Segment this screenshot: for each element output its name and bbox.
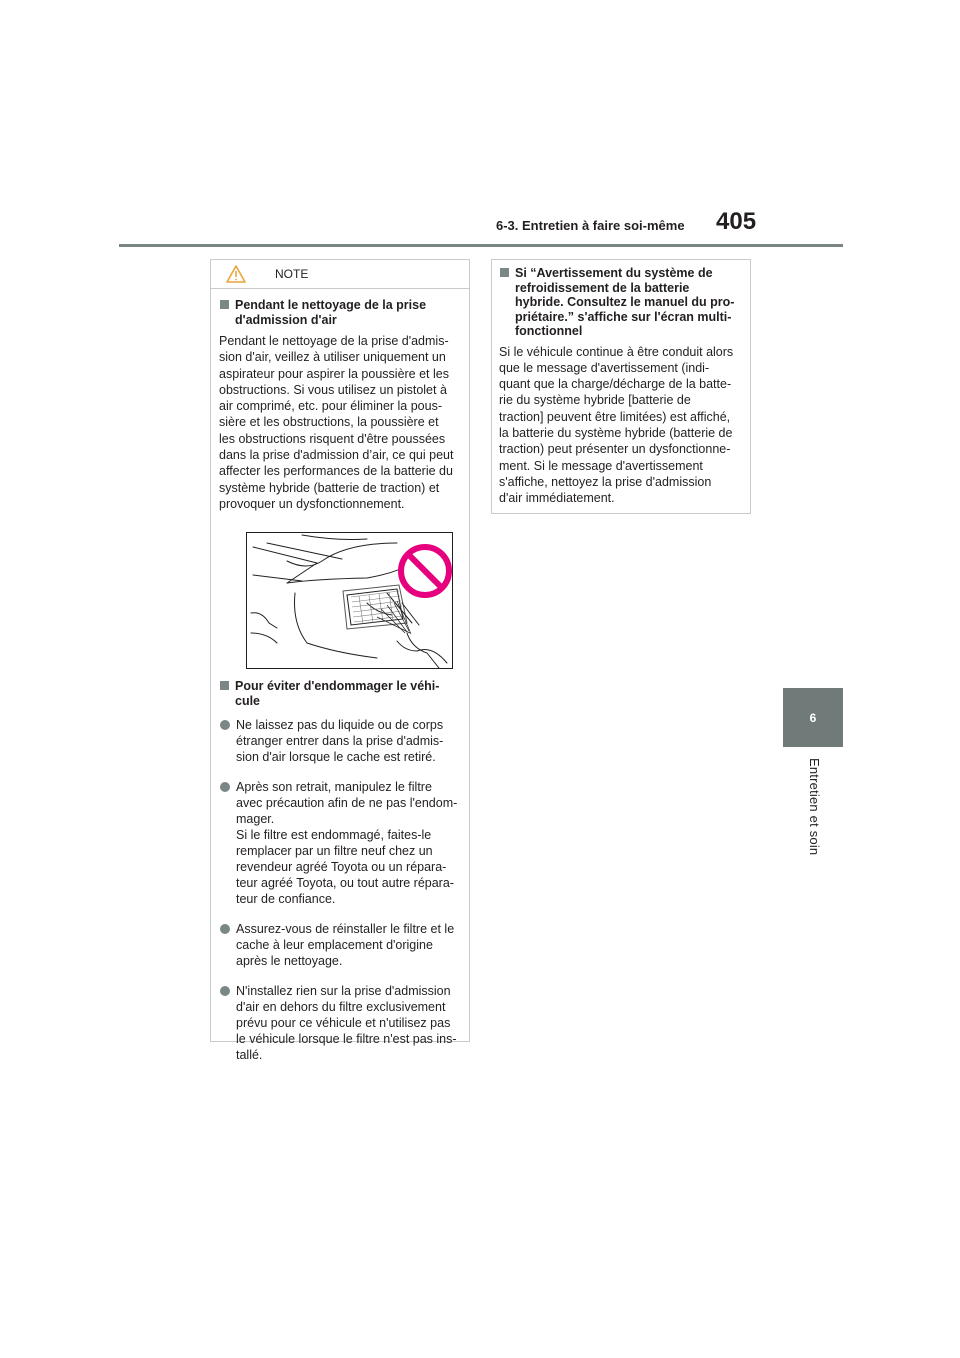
section-heading — [499, 266, 740, 339]
chapter-label: Entretien et soin — [807, 758, 822, 856]
section-title-text: Pour éviter d'endommager le véhi- cule — [235, 679, 440, 708]
round-bullet-icon — [220, 924, 230, 934]
paragraph: Pendant le nettoyage de la prise d'admis- sion d'air, veillez à utiliser uniquement un aspirateur pour aspirer la poussière et les obstructions. Si vous utilisez un pistolet à air comprimé, etc. pour éliminer la pous- sière et les obstructions, la poussière et les obstructions risquent d'être poussées dans la prise d'admission d’air, ce qui peut affecter les performances de la batterie du système hybride (batterie de traction) et provoquer un dysfonctionnement. — [219, 334, 454, 511]
warning-triangle-icon — [226, 265, 246, 283]
round-bullet-icon — [220, 720, 230, 730]
section-title-text: Si “Avertissement du système de refroidissement de la batterie hybride. Consultez le manuel du pro- priétaire.” s'affiche sur l'écran multi- fonctionnel — [515, 266, 735, 338]
section-heading — [219, 679, 461, 708]
warning-message-box — [491, 259, 751, 514]
note-header — [211, 260, 469, 289]
note-label: NOTE — [275, 267, 309, 281]
list-item: N'installez rien sur la prise d'admission d'air en dehors du filtre exclusivement prévu pour ce véhicule et n'utilisez pas le véhicule lorsque le filtre n'est pas ins- tallé. — [219, 983, 461, 1063]
illustration-air-intake — [246, 532, 453, 669]
list-item: Assurez-vous de réinstaller le filtre et le cache à leur emplacement d'origine après le nettoyage. — [219, 921, 461, 969]
round-bullet-icon — [220, 782, 230, 792]
list-item: Après son retrait, manipulez le filtre avec précaution afin de ne pas l'endom- mager. Si le filtre est endommagé, faites-le remplacer par un filtre neuf chez un revendeur agréé Toyota ou un répara- teur agréé Toyota, ou tout autre répara- teur de confiance. — [219, 779, 461, 907]
square-bullet-icon — [220, 681, 229, 690]
list-item: Ne laissez pas du liquide ou de corps étranger entrer dans la prise d'admis- sion d'air lorsque le cache est retiré. — [219, 717, 461, 765]
chapter-number: 6 — [809, 710, 817, 725]
square-bullet-icon — [220, 300, 229, 309]
section-heading — [219, 298, 461, 327]
section-title-text: Pendant le nettoyage de la prise d'admission d'air — [235, 298, 427, 327]
note-box — [210, 259, 470, 1063]
section-title: 6-3. Entretien à faire soi-même — [496, 218, 685, 233]
chapter-tab[interactable] — [783, 688, 843, 747]
paragraph: Si le véhicule continue à être conduit alors que le message d'avertissement (indi- quant que la charge/décharge de la batte- rie du système hybride [batterie de traction] peuvent être limitées) est affiché, la batterie du système hybride (batterie de traction) peut présenter un dysfonctionne- ment. Si le message d'avertissement s'affiche, nettoyez la prise d'admission d'air immédiatement. — [499, 344, 734, 506]
header-divider — [119, 244, 843, 247]
page-number: 405 — [716, 208, 757, 235]
square-bullet-icon — [500, 268, 509, 277]
round-bullet-icon — [220, 986, 230, 996]
